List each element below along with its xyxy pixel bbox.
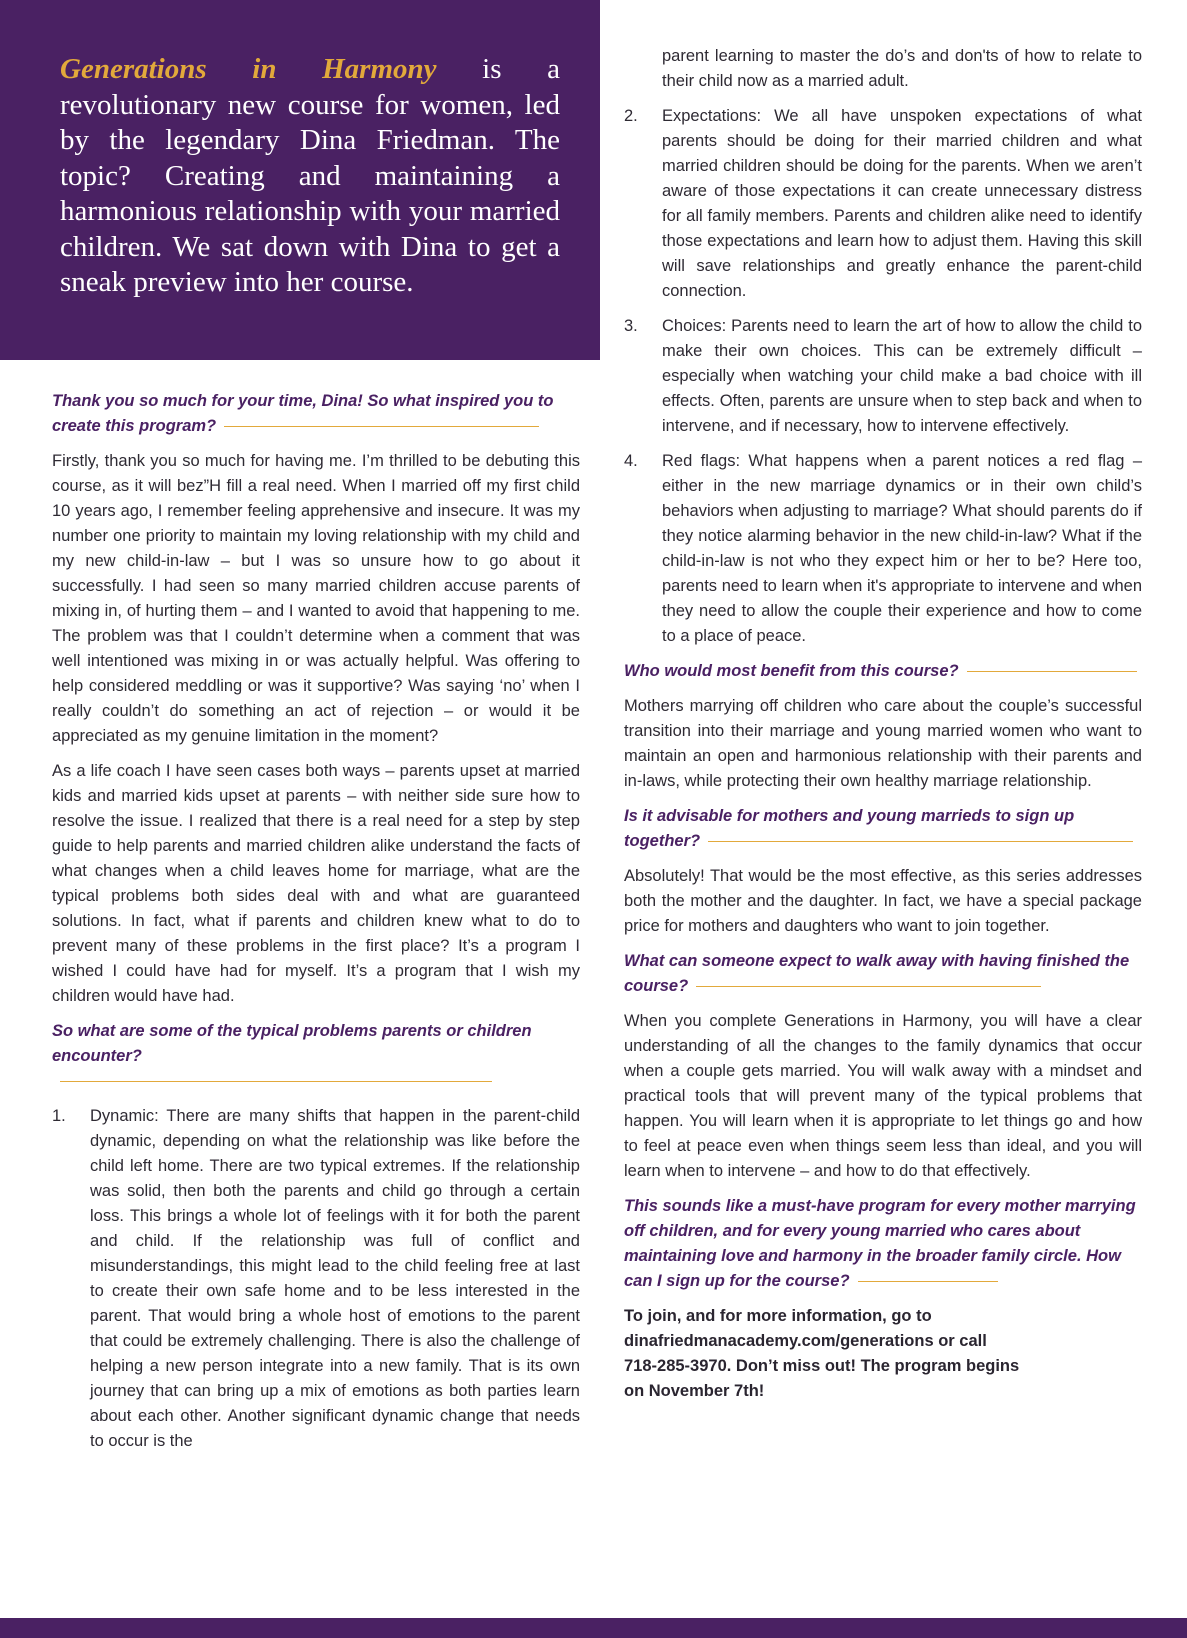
question-text: This sounds like a must-have program for every mother marrying off children, and for every young married who cares about maintaining love and harmony in the broader family circle. How can I sign up for the course? (624, 1197, 1136, 1290)
intro-banner (0, 0, 600, 360)
cta-line: on November 7th! (624, 1382, 765, 1400)
gold-rule (696, 986, 1041, 987)
cta-phone: 718-285-3970. Don’t miss out! The program begins (624, 1357, 1020, 1375)
answer-paragraph: As a life coach I have seen cases both ways – parents upset at married kids and married kids upset at parents – with neither side sure how to resolve the issue. I realized that there is a real need for a step by step guide to help parents and married children alike understand the facts of what changes when a child leaves home for marriage, what are the typical problems both sides deal with and what are guaranteed solutions. In fact, what if parents and children knew what to do to prevent many of these problems in the first place? It’s a program I wished I could have had for myself. It’s a program that I wish my children would have had. (52, 762, 580, 1005)
gold-rule (224, 426, 539, 427)
question-expectations (624, 949, 1142, 999)
question-audience (624, 659, 1142, 684)
course-title: Generations in Harmony (60, 53, 437, 85)
gold-rule (858, 1281, 998, 1282)
answer-paragraph: When you complete Generations in Harmony, you will have a clear understanding of all the changes to the family dynamics that occur when a couple gets married. You will walk away with a mindset and practical tools that will prevent many of the typical problems that happen. You will learn when it is appropriate to let things go and how to feel at peace even when things seem less than ideal, and you will learn when to intervene – and how to do that effectively. (624, 1012, 1142, 1180)
answer-paragraph: Mothers marrying off children who care about the couple’s successful transition into their marriage and young married women who want to maintain an open and harmonious relationship with their parents and in-laws, while protecting their own healthy marriage relationship. (624, 697, 1142, 790)
question-text: So what are some of the typical problems parents or children encounter? (52, 1022, 532, 1065)
left-column (52, 389, 580, 1464)
gold-rule (708, 841, 1133, 842)
answer-paragraph: Firstly, thank you so much for having me. I’m thrilled to be debuting this course, as it will bez”H fill a real need. When I married off my first child 10 years ago, I remember feeling apprehensive and insecure. It was my number one priority to maintain my loving relationship with my child and my new child-in-law – but I was so unsure how to go about it successfully. I had seen so many married children accuse parents of mixing in, of hurting them – and I wanted to avoid that happening to me. The problem was that I couldn’t determine when a comment that was well intentioned was mixing in or was actually helpful. Was offering to help considered meddling or was it supportive? Was saying ‘no’ when I really couldn’t do something an act of rejection – or would it be appreciated as my genuine limitation in the moment? (52, 452, 580, 745)
call-to-action (624, 1304, 1142, 1404)
problems-list (52, 1104, 580, 1454)
question-inspiration (52, 389, 580, 439)
list-item (624, 104, 1142, 304)
list-number: 3. (624, 317, 638, 335)
list-item (52, 1104, 580, 1454)
list-text: Red flags: What happens when a parent notices a red flag – either in the new marriage dynamics or in their own child’s behaviors when adjusting to marriage? What should parents do if they notice alarming behavior in the new child-in-law? What if the child-in-law is not who they expect him or her to be? Here too, parents need to learn when it's appropriate to intervene and when they need to allow the couple their experience and how to come to a place of peace. (662, 452, 1142, 645)
list-number: 4. (624, 452, 638, 470)
problems-list-continued (624, 104, 1142, 649)
answer-paragraph: Absolutely! That would be the most effective, as this series addresses both the mother and the daughter. In fact, we have a special package price for mothers and daughters who want to join together. (624, 867, 1142, 935)
list-item (624, 314, 1142, 439)
question-text: Thank you so much for your time, Dina! So what inspired you to create this program? (52, 392, 554, 435)
intro-body: is a revolutionary new course for women, led by the legendary Dina Friedman. The topic? Creating and maintaining a harmonious relationship with your married children. We sat down with Dina to get a sneak preview into her course. (60, 53, 560, 298)
list-text: Expectations: We all have unspoken expectations of what parents should be doing for their married children and what married children should be doing for the parents. When we aren’t aware of those expectations it can create unnecessary distress for all family members. Parents and children alike need to identify those expectations and learn how to adjust them. Having this skill will save relationships and greatly enhance the parent-child connection. (662, 107, 1142, 300)
gold-rule (60, 1081, 492, 1082)
list-number: 1. (52, 1107, 66, 1125)
list-item (624, 449, 1142, 649)
question-signup (624, 1194, 1142, 1294)
intro-text (60, 52, 560, 301)
question-text: Is it advisable for mothers and young marrieds to sign up together? (624, 807, 1075, 850)
cta-line: To join, and for more information, go to (624, 1307, 932, 1325)
list-item-continued: parent learning to master the do’s and don'ts of how to relate to their child now as a married adult. (662, 47, 1142, 90)
question-text: Who would most benefit from this course? (624, 662, 959, 680)
gold-rule (967, 671, 1137, 672)
list-number: 2. (624, 107, 638, 125)
question-together (624, 804, 1142, 854)
cta-link[interactable]: dinafriedmanacademy.com/generations or call (624, 1332, 987, 1350)
question-text: What can someone expect to walk away with having finished the course? (624, 952, 1130, 995)
list-text: Dynamic: There are many shifts that happen in the parent-child dynamic, depending on what the relationship was like before the child left home. There are two typical extremes. If the relationship was solid, then both the parents and child go through a certain loss. This brings a whole lot of feelings with it for both the parent and child. If the relationship was full of conflict and misunderstandings, this might lead to the child feeling free at last to create their own safe home and to be less interested in the parent. That would bring a whole host of emotions to the parent that could be extremely challenging. There is also the challenge of helping a new person integrate into a new family. That is its own journey that can bring up a mix of emotions as both parties learn about each other. Another significant dynamic change that needs to occur is the (90, 1107, 580, 1450)
right-column (624, 44, 1142, 1404)
footer-band (0, 1618, 1187, 1638)
list-text: Choices: Parents need to learn the art of how to allow the child to make their own choices. This can be extremely difficult – especially when watching your child make a bad choice with ill effects. Often, parents are unsure when to step back and when to intervene, and if necessary, how to intervene effectively. (662, 317, 1142, 435)
question-problems (52, 1019, 580, 1094)
